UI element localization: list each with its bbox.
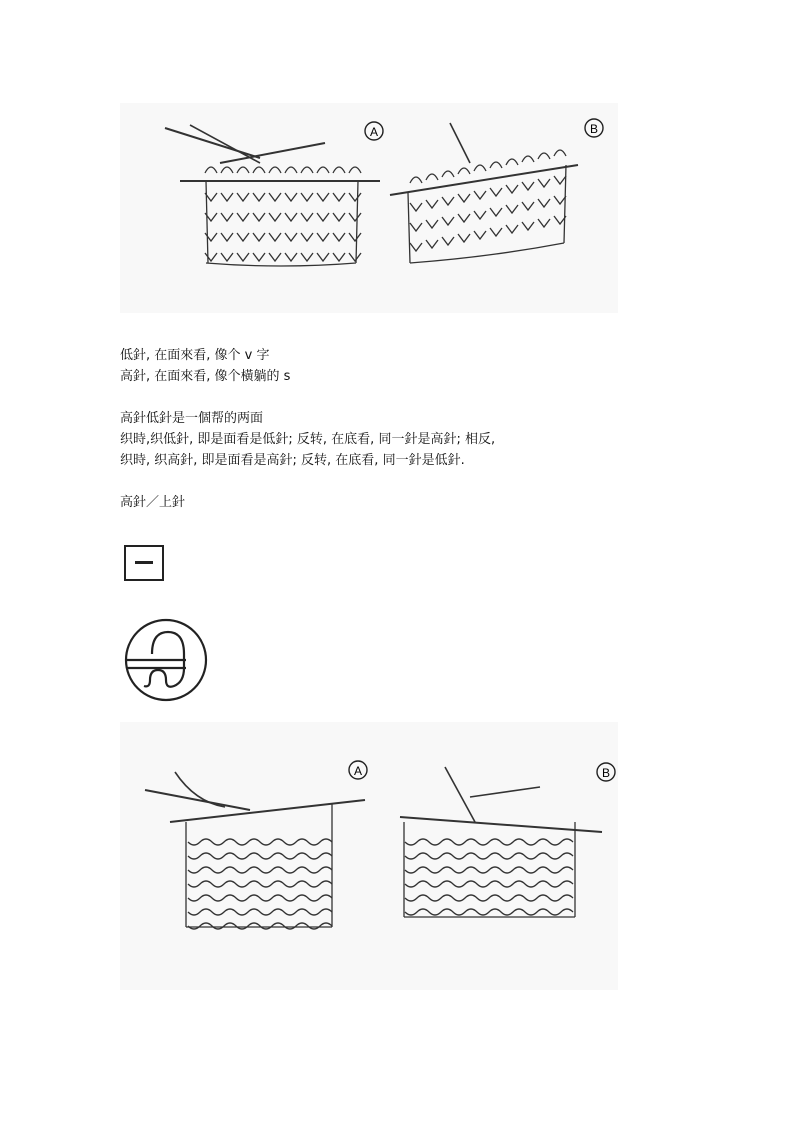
dash-icon [135,561,153,564]
purl-stitch-figure [120,722,618,990]
figure-a [165,125,380,266]
figure-b-bottom [400,767,602,917]
text-line-6: 高針／上針 [120,495,186,510]
label-b-icon [585,119,603,137]
purl-symbol-icon [124,545,164,581]
label-a-bottom-icon [349,761,367,779]
figure-a-bottom [145,772,365,929]
label-a: A [369,125,379,139]
knit-stitch-figure [120,103,618,313]
figure-b [390,123,578,263]
text-line-1: 低針, 在面來看, 像个 v 字 [120,348,270,363]
text-line-2: 高針, 在面來看, 像个橫躺的 s [120,369,291,384]
label-b-bottom-icon [597,763,615,781]
text-line-4: 织時,织低針, 即是面看是低針; 反转, 在底看, 同一針是高針; 相反, [120,432,496,447]
label-a-icon [365,122,383,140]
top-knit-illustration [120,103,618,313]
bottom-purl-illustration [120,722,618,990]
text-line-3: 高針低針是一個帮的两面 [120,411,264,426]
label-b-bottom: B [601,766,611,780]
text-line-5: 织時, 织高針, 即是面看是高針; 反转, 在底看, 同一針是低針. [120,453,465,468]
label-a-bottom: A [353,764,363,778]
label-b: B [589,122,599,136]
body-text [120,345,495,513]
purl-stitch-diagram-icon [122,614,210,706]
